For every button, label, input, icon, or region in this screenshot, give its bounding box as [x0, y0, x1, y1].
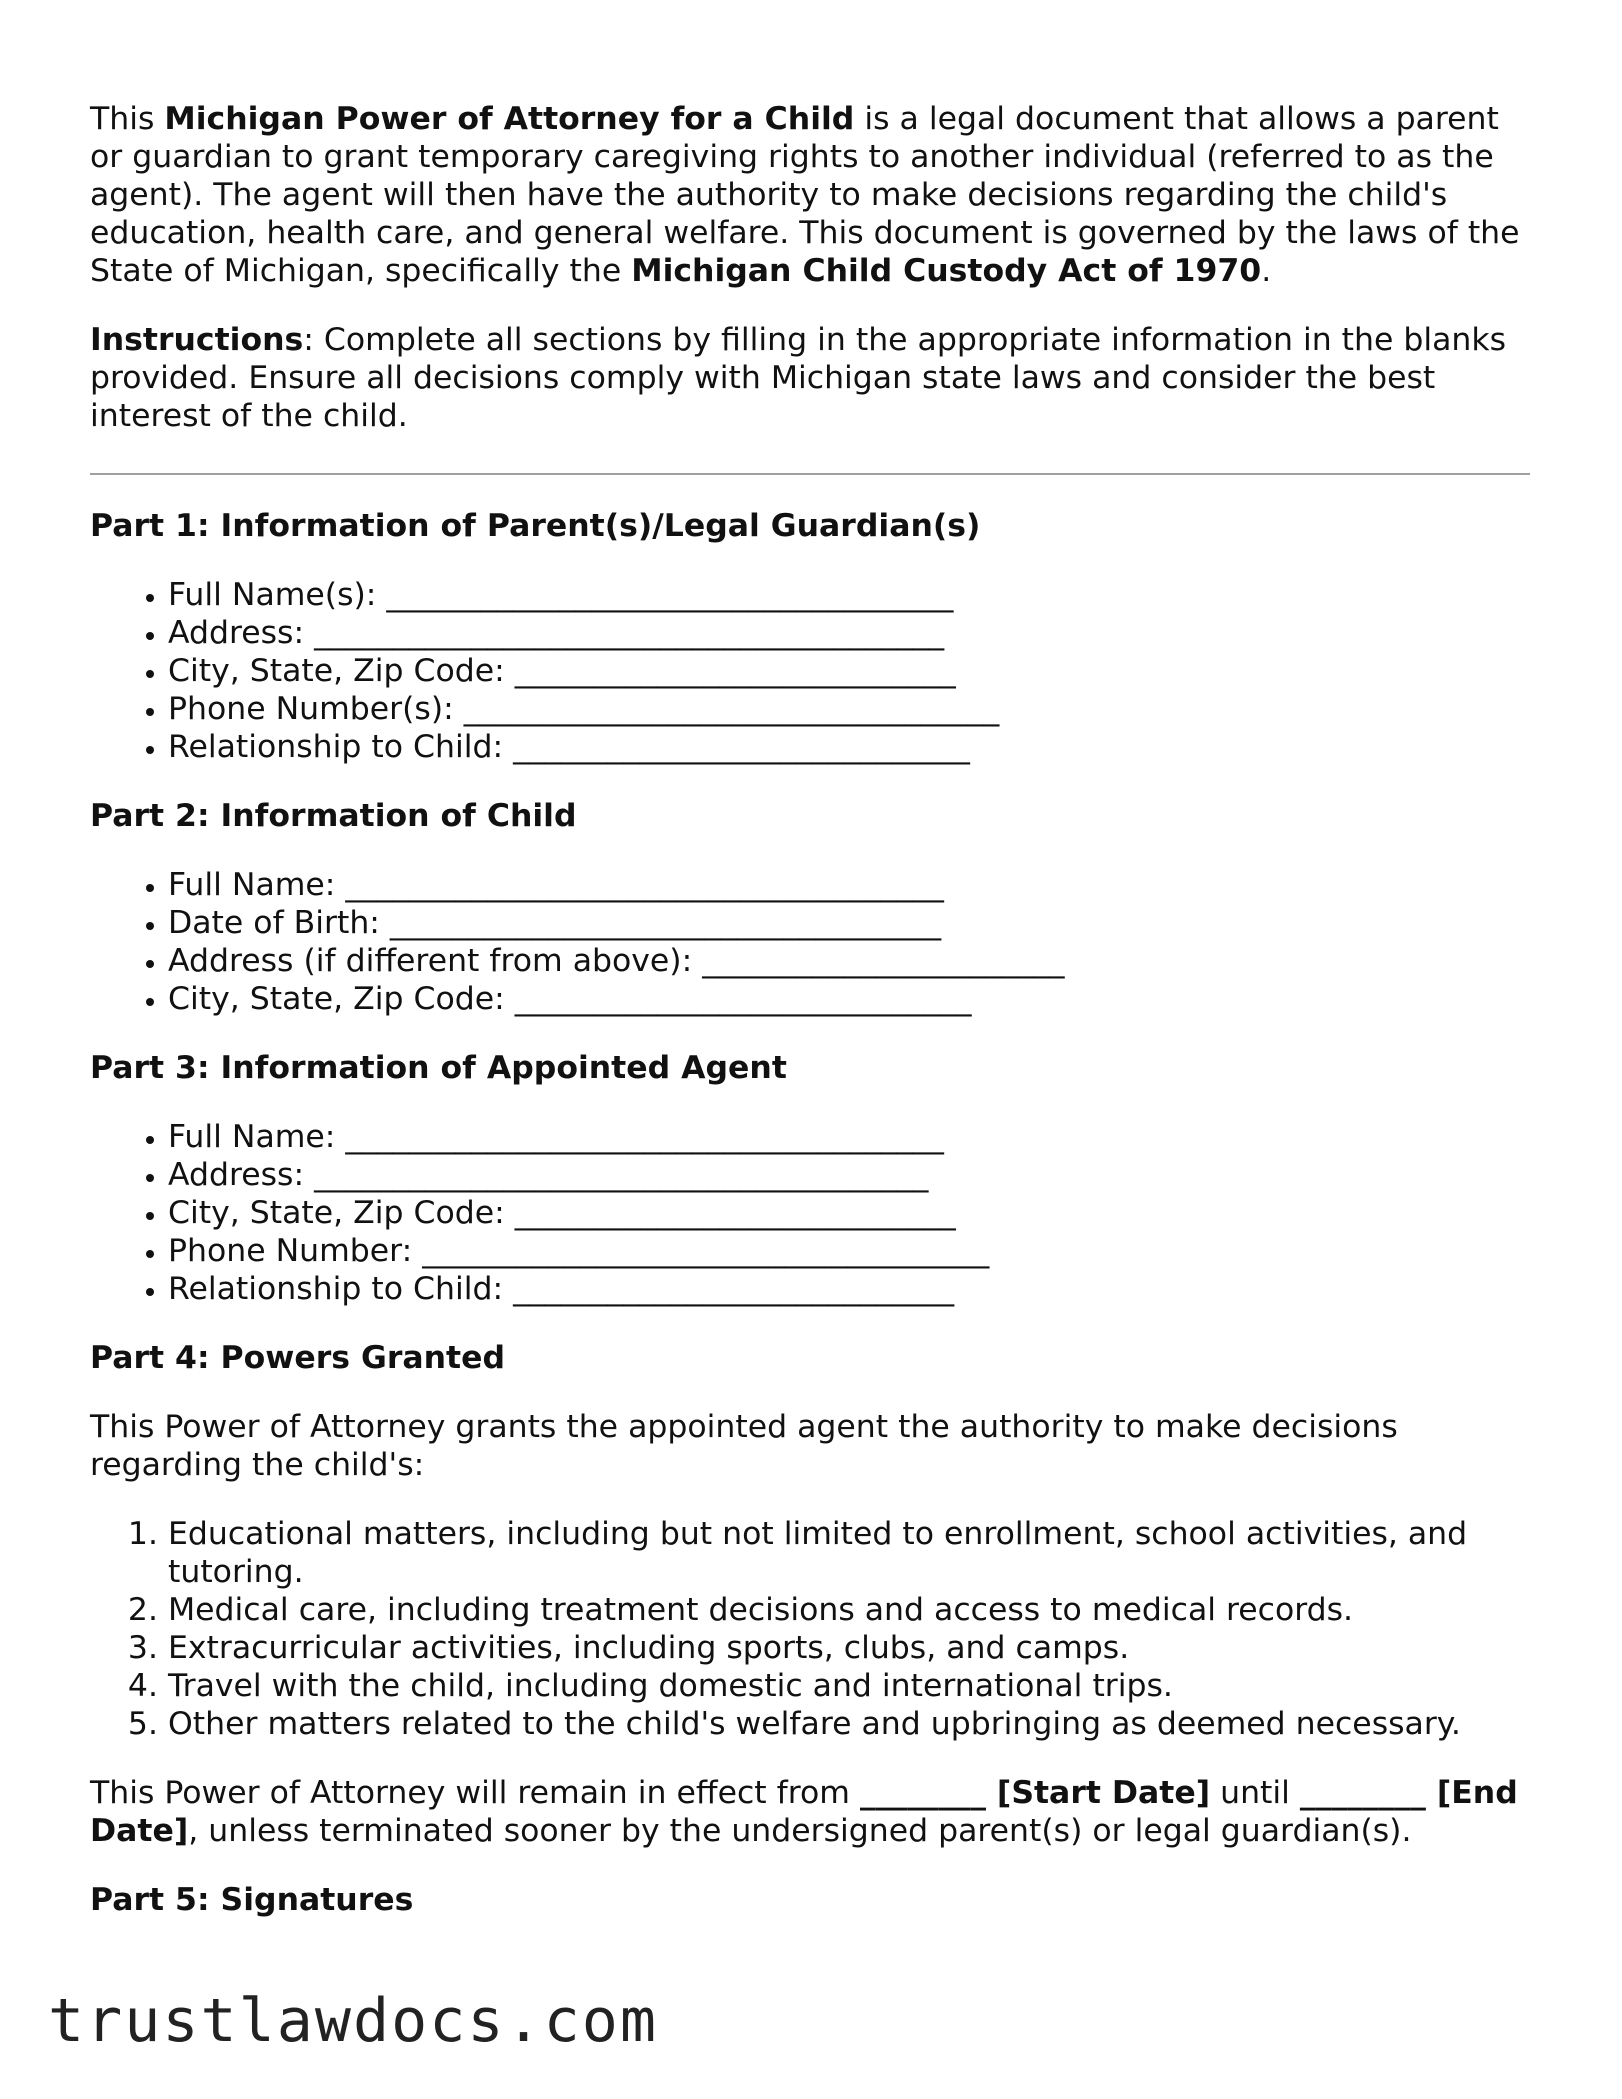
list-item: • Date of Birth: ___________________________________ — [168, 904, 1530, 942]
part3-list — [90, 1118, 1530, 1308]
powers-list — [90, 1515, 1530, 1743]
part2-heading: Part 2: Information of Child — [90, 798, 577, 834]
list-item: 2. Medical care, including treatment decisions and access to medical records. — [168, 1591, 1530, 1629]
instructions-text: : Complete all sections by filling in the appropriate information in the blanks provided. Ensure all decisions comply with Michigan state laws and consider the best interest of the child. — [90, 322, 1507, 434]
term-text: until — [1210, 1775, 1300, 1811]
part4-heading: Part 4: Powers Granted — [90, 1340, 506, 1376]
part2-list — [90, 866, 1530, 1018]
list-item: • Address: ________________________________________ — [168, 614, 1530, 652]
list-item: 4. Travel with the child, including domestic and international trips. — [168, 1667, 1530, 1705]
instructions-paragraph — [90, 321, 1530, 435]
list-item: • Full Name: ______________________________________ — [168, 1118, 1530, 1156]
end-date-blank: ________ [End Date] — [90, 1775, 1518, 1849]
term-text: This Power of Attorney will remain in effect from — [90, 1775, 860, 1811]
part3-heading: Part 3: Information of Appointed Agent — [90, 1050, 787, 1086]
list-item: • Relationship to Child: _____________________________ — [168, 728, 1530, 766]
list-item: 3. Extracurricular activities, including sports, clubs, and camps. — [168, 1629, 1530, 1667]
term-text: , unless terminated sooner by the undersigned parent(s) or legal guardian(s). — [188, 1813, 1412, 1849]
list-item: • Address (if different from above): _______________________ — [168, 942, 1530, 980]
list-item: 1. Educational matters, including but not limited to enrollment, school activities, and tutoring. — [168, 1515, 1530, 1591]
list-item: 5. Other matters related to the child's welfare and upbringing as deemed necessary. — [168, 1705, 1530, 1743]
watermark-logo: trustlawdocs.com — [48, 1986, 658, 2056]
part5-heading: Part 5: Signatures — [90, 1882, 414, 1918]
term-paragraph — [90, 1774, 1530, 1850]
start-date-blank: ________ [Start Date] — [859, 1775, 1211, 1811]
intro-text: This — [90, 101, 165, 137]
intro-paragraph — [90, 100, 1530, 290]
instructions-label: Instructions — [90, 322, 304, 358]
intro-text: . — [1261, 253, 1272, 289]
part1-list — [90, 576, 1530, 766]
part1-heading: Part 1: Information of Parent(s)/Legal Guardian(s) — [90, 508, 981, 544]
document-title-bold: Michigan Power of Attorney for a Child — [164, 101, 855, 137]
list-item: • Address: _______________________________________ — [168, 1156, 1530, 1194]
powers-lead: This Power of Attorney grants the appointed agent the authority to make decisions regarding the child's: — [90, 1409, 1398, 1483]
document-body — [90, 100, 1530, 1950]
list-item: • Phone Number(s): __________________________________ — [168, 690, 1530, 728]
list-item: • Relationship to Child: ____________________________ — [168, 1270, 1530, 1308]
list-item: • Phone Number: ____________________________________ — [168, 1232, 1530, 1270]
section-divider — [90, 473, 1530, 475]
governing-law-bold: Michigan Child Custody Act of 1970 — [631, 253, 1262, 289]
intro-text: is a legal document that allows a parent or guardian to grant temporary caregiving rights to another individual (referred to as the agent). The agent will then have the authority to make decisions regarding the child's education, health care, and general welfare. This document is governed by the laws of the State of Michigan, specifically the — [90, 101, 1520, 289]
list-item: • Full Name(s): ____________________________________ — [168, 576, 1530, 614]
list-item: • City, State, Zip Code: ____________________________ — [168, 652, 1530, 690]
list-item: • City, State, Zip Code: ____________________________ — [168, 1194, 1530, 1232]
list-item: • City, State, Zip Code: _____________________________ — [168, 980, 1530, 1018]
list-item: • Full Name: ______________________________________ — [168, 866, 1530, 904]
